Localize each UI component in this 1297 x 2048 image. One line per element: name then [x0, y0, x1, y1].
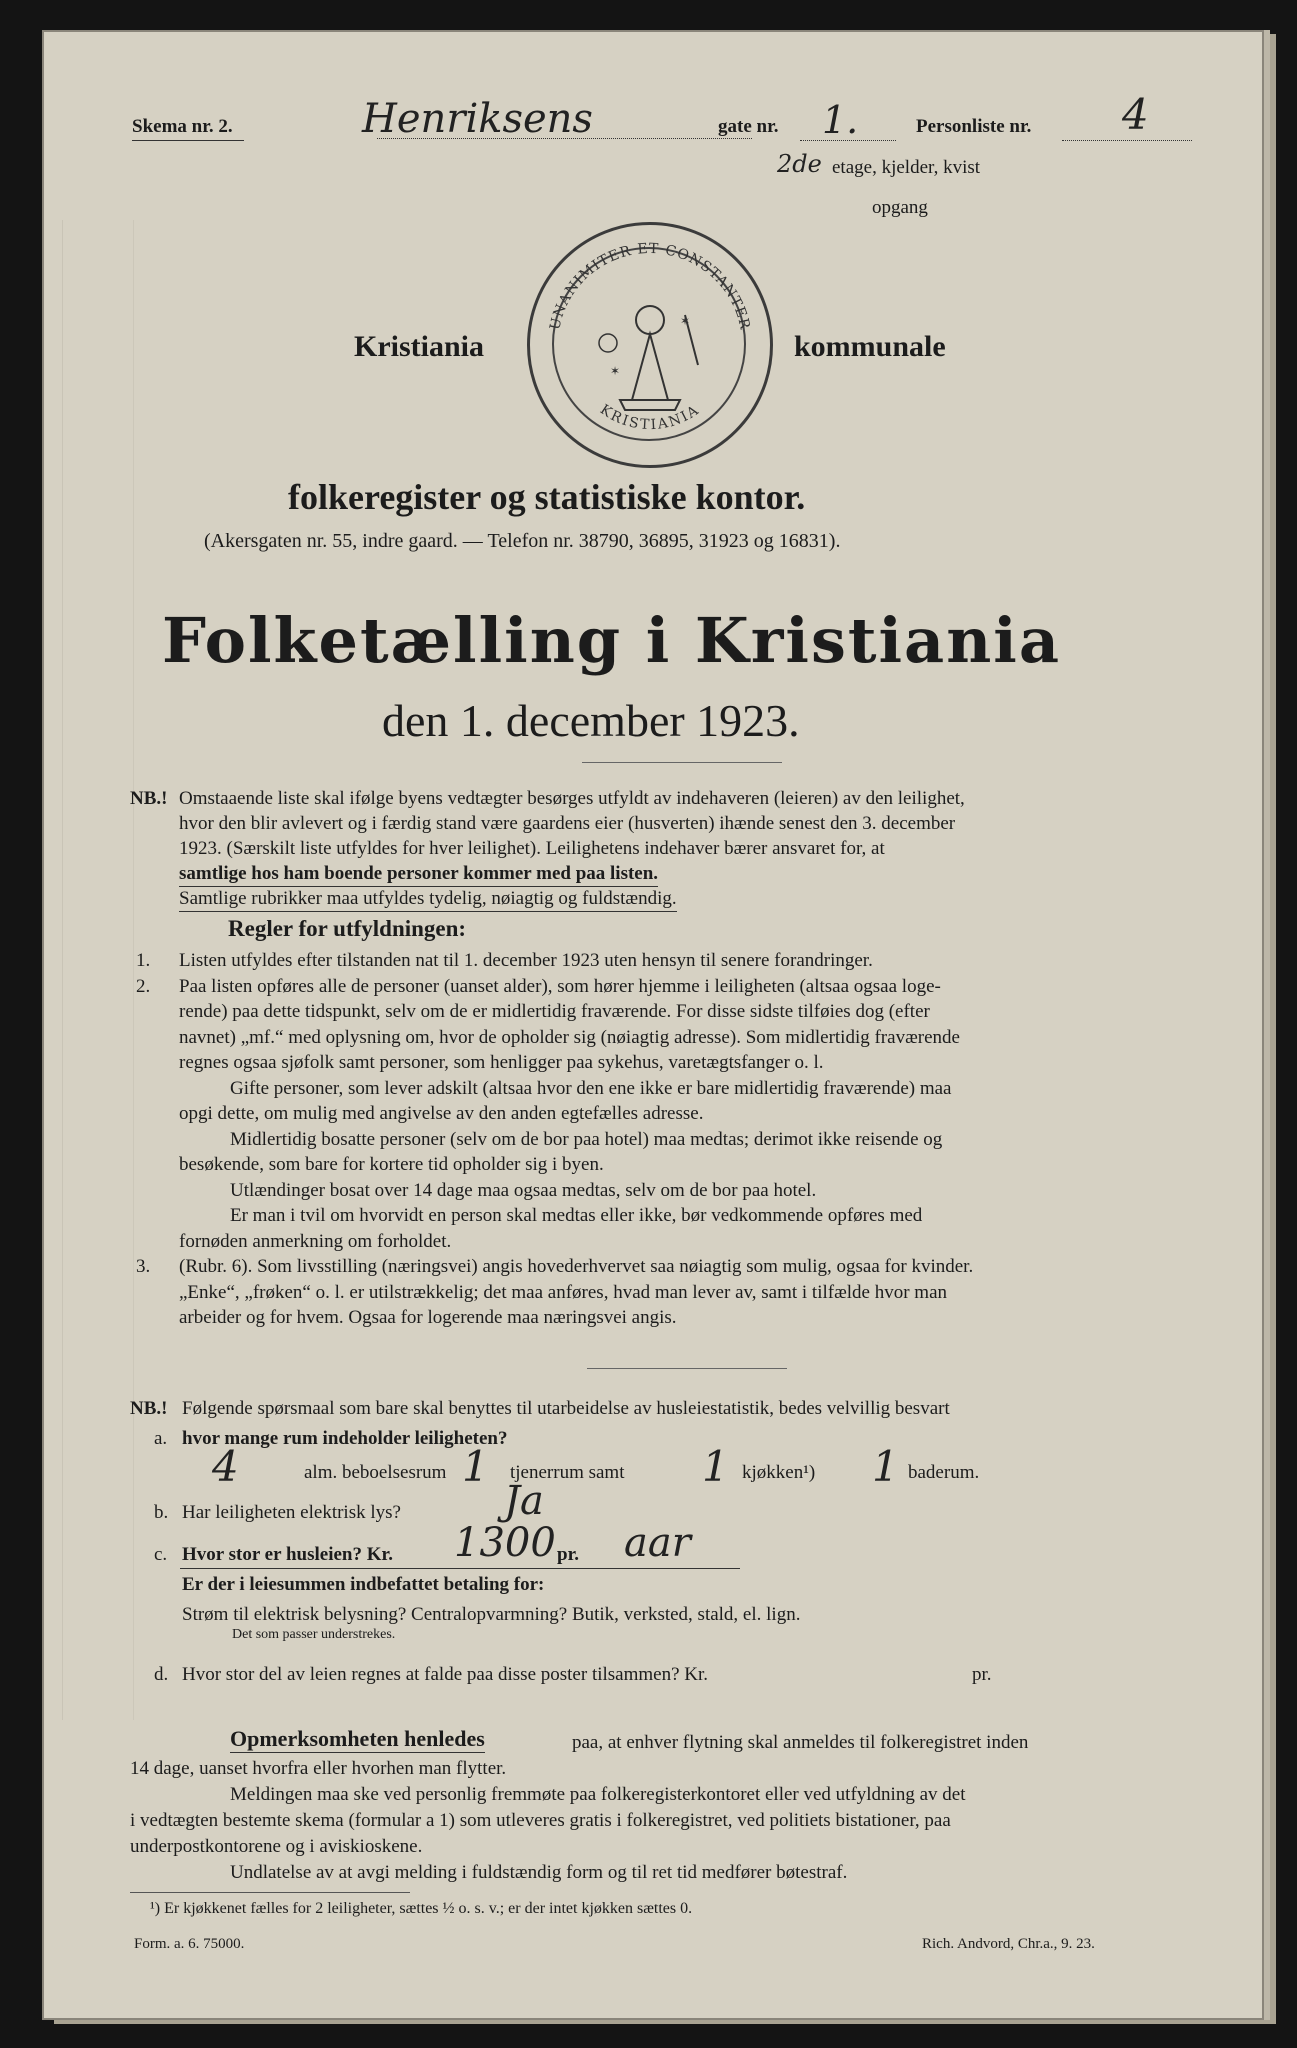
street-name-handwritten: Henriksens — [362, 96, 593, 142]
floor-label: etage, kjelder, kvist — [832, 157, 981, 178]
rule-line: arbeider og for hvem. Ogsaa for logerende maa næringsvei angis. — [179, 1307, 677, 1328]
rule-line: „Enke“, „frøken“ o. l. er utilstrækkelig; det maa anføres, hvad man lever av, samt i tilfælde hvor man — [179, 1282, 948, 1303]
seal-left-text: Kristiania — [354, 330, 485, 363]
rule-number: 2. — [136, 976, 151, 997]
nb1-label: NB.! — [130, 788, 168, 809]
rule-line: besøkende, som bare for kortere tid opholder sig i byen. — [179, 1154, 604, 1175]
rent-includes-options: Strøm til elektrisk belysning? Centralopvarmning? Butik, verksted, stald, el. lign. — [182, 1604, 801, 1625]
question-c-text: Hvor stor er husleien? Kr. — [182, 1544, 393, 1565]
rent-amount-handwritten: 1300 — [454, 1520, 556, 1566]
kristiania-city-seal — [527, 222, 773, 468]
electric-light-answer-handwritten: Ja — [504, 1478, 544, 1524]
notice-line: i vedtægten bestemte skema (formular a 1) som utleveres gratis i folkeregistret, ved politiets bistationer, paa — [130, 1810, 951, 1831]
servant-rooms-label: tjenerrum samt — [510, 1462, 625, 1483]
rule-line: Gifte personer, som lever adskilt (altsaa hvor den ene ikke er bare midlertidig fraværende) maa — [230, 1078, 952, 1099]
rooms-label: alm. beboelsesrum — [304, 1462, 447, 1483]
notice-line: Undlatelse av at avgi melding i fuldstændig form og til ret tid medfører bøtestraf. — [230, 1862, 848, 1883]
question-d-text: Hvor stor del av leien regnes at falde paa disse poster tilsammen? Kr. — [182, 1664, 709, 1685]
rent-pr-label: pr. — [557, 1544, 580, 1565]
census-form-page — [42, 30, 1264, 2020]
servant-rooms-handwritten: 1 — [462, 1442, 489, 1491]
nb2-label: NB.! — [130, 1398, 168, 1419]
rent-period-handwritten: aar — [624, 1520, 691, 1566]
nb1-line: Omstaaende liste skal ifølge byens vedtægter besørges utfyldt av indehaveren (leieren) av den leilighet, — [179, 788, 965, 809]
nb1-line: hvor den blir avlevert og i færdig stand være gaardens eier (husverten) ihænde senest den 3. december — [179, 813, 956, 834]
rule-number: 1. — [136, 950, 151, 971]
seal-ring-text: UNANIMITER ET CONSTANTER — [547, 240, 753, 332]
question-d-pr: pr. — [972, 1664, 992, 1685]
footnote-divider — [130, 1892, 410, 1893]
svg-text:UNANIMITER ET CONSTANTER — [547, 241, 753, 332]
notice-line: 14 dage, uanset hvorfra eller hvorhen man flytter. — [130, 1758, 507, 1779]
nb1-line: 1923. (Særskilt liste utfyldes for hver leilighet). Leilighetens indehaver bærer ansvaret for, at — [179, 838, 885, 859]
personliste-number-handwritten: 4 — [1122, 90, 1149, 139]
nb1-line-emphasis: samtlige hos ham boende personer kommer med paa listen. — [179, 861, 658, 887]
census-date-title: den 1. december 1923. — [382, 695, 800, 746]
rule-number: 3. — [136, 1256, 151, 1277]
question-d-label: d. — [154, 1664, 169, 1685]
rent-underline — [180, 1568, 740, 1569]
personliste-field-line — [1062, 140, 1192, 141]
gate-number-handwritten: 1. — [822, 98, 859, 142]
personliste-label: Personliste nr. — [916, 116, 1032, 137]
question-b-label: b. — [154, 1502, 169, 1523]
seal-bottom-text: KRISTIANIA — [597, 401, 703, 434]
seal-emblem-icon — [530, 225, 770, 465]
rule-line: regnes ogsaa sjøfolk samt personer, som henligger paa sykehus, varetægtsfanger o. l. — [179, 1052, 824, 1073]
rules-divider — [587, 1368, 787, 1369]
rule-line: opgi dette, om mulig med angivelse av den anden egtefælles adresse. — [179, 1103, 704, 1124]
rule-line: (Rubr. 6). Som livsstilling (næringsvei) angis hovederhvervet saa nøiagtig som mulig, ogsaa for kvinder. — [179, 1256, 974, 1277]
rules-heading: Regler for utfyldningen: — [228, 916, 467, 941]
rule-line: navnet) „mf.“ med oplysning om, hvor de opholder sig (nøiagtig adresse). Som midlertidig fraværende — [179, 1027, 960, 1048]
footnote: ¹) Er kjøkkenet fælles for 2 leiligheter, sættes ½ o. s. v.; er der intet kjøkken sættes 0. — [150, 1900, 693, 1917]
office-address: (Akersgaten nr. 55, indre gaard. — Telefon nr. 38790, 36895, 31923 og 16831). — [204, 530, 841, 552]
title-divider — [582, 762, 782, 763]
reverse-side-bleedthrough — [62, 220, 134, 1720]
rule-line: Midlertidig bosatte personer (selv om de bor paa hotel) maa medtas; derimot ikke reisende og — [230, 1129, 943, 1150]
notice-heading: Opmerksomheten henledes — [230, 1726, 485, 1751]
svg-text:✶: ✶ — [680, 314, 691, 328]
notice-line: underpostkontorene og i aviskioskene. — [130, 1836, 423, 1857]
question-c-label: c. — [154, 1544, 168, 1565]
rooms-count-handwritten: 4 — [212, 1442, 239, 1491]
bath-label: baderum. — [908, 1462, 980, 1483]
bath-count-handwritten: 1 — [872, 1442, 899, 1491]
street-field-line — [377, 138, 752, 139]
nb1-line-emphasis: Samtlige rubrikker maa utfyldes tydelig, nøiagtig og fuldstændig. — [179, 886, 677, 912]
nb2-intro: Følgende spørsmaal som bare skal benyttes til utarbeidelse av husleiestatistik, bedes velvillig besvart — [182, 1398, 950, 1419]
schema-underline — [132, 140, 244, 141]
question-b-text: Har leiligheten elektrisk lys? — [182, 1502, 401, 1523]
office-title: folkeregister og statistiske kontor. — [288, 477, 806, 517]
form-number: Form. a. 6. 75000. — [134, 1936, 245, 1952]
floor-handwritten: 2de — [777, 150, 822, 178]
opgang-label: opgang — [872, 197, 928, 218]
printer-imprint: Rich. Andvord, Chr.a., 9. 23. — [922, 1936, 1095, 1952]
rule-line: Listen utfyldes efter tilstanden nat til 1. december 1923 uten hensyn til senere forandringer. — [179, 950, 873, 971]
question-a-label: a. — [154, 1428, 168, 1449]
seal-right-text: kommunale — [794, 330, 946, 363]
rule-line: fornøden anmerkning om forholdet. — [179, 1231, 452, 1252]
gate-field-line — [800, 140, 896, 141]
svg-text:KRISTIANIA — [597, 402, 703, 433]
rent-includes-heading: Er der i leiesummen indbefattet betaling for: — [182, 1574, 545, 1595]
rule-line: Er man i tvil om hvorvidt en person skal medtas eller ikke, bør vedkommende opføres med — [230, 1205, 923, 1226]
notice-line: Meldingen maa ske ved personlig fremmøte paa folkeregisterkontoret eller ved utfyldning av det — [230, 1784, 966, 1805]
gate-label: gate nr. — [718, 116, 779, 137]
question-a-text: hvor mange rum indeholder leiligheten? — [182, 1428, 508, 1449]
kitchen-label: kjøkken¹) — [742, 1462, 816, 1483]
schema-number: Skema nr. 2. — [132, 116, 233, 137]
rule-line: Utlændinger bosat over 14 dage maa ogsaa medtas, selv om de bor paa hotel. — [230, 1180, 817, 1201]
rule-line: rende) paa dette tidspunkt, selv om de er midlertidig fraværende. For disse sidste tilføies dog (efter — [179, 1001, 930, 1022]
notice-line: paa, at enhver flytning skal anmeldes til folkeregistret inden — [572, 1732, 1029, 1753]
census-main-title: Folketælling i Kristiania — [162, 604, 1062, 677]
rent-includes-note: Det som passer understrekes. — [232, 1627, 396, 1642]
kitchen-count-handwritten: 1 — [702, 1442, 729, 1491]
svg-text:✶: ✶ — [610, 364, 621, 378]
rule-line: Paa listen opføres alle de personer (uanset alder), som hører hjemme i leiligheten (altsaa ogsaa loge- — [179, 976, 941, 997]
